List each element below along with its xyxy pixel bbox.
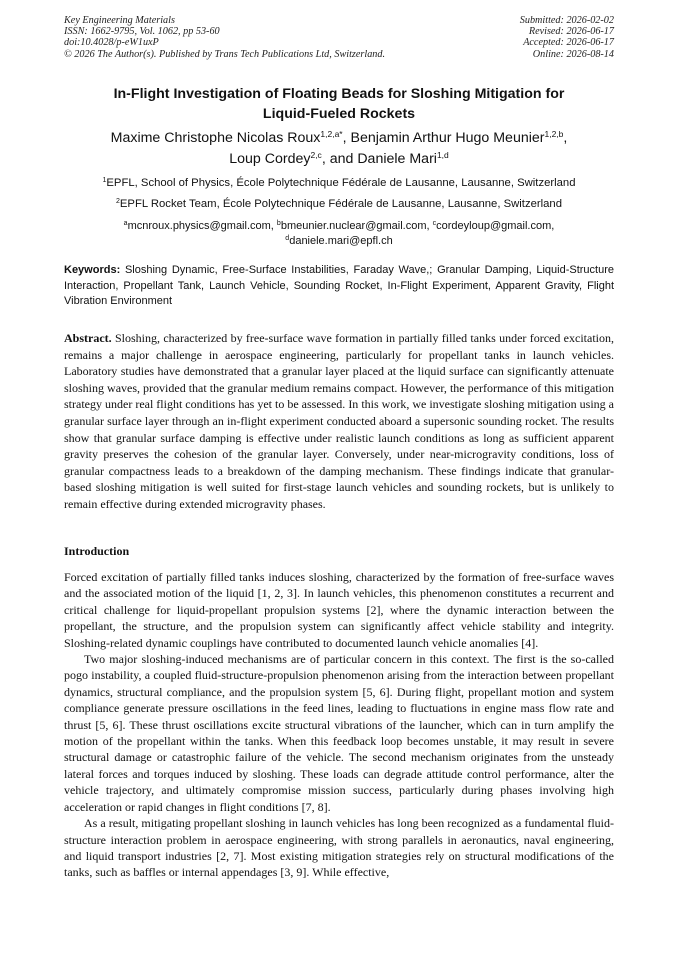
author-affiliation-marker: 1,d (436, 150, 449, 160)
email-link[interactable]: cordeyloup@gmail.com (436, 220, 552, 232)
affiliation-1 (64, 176, 614, 191)
email-separator: , (270, 220, 277, 232)
revised-date: Revised: 2026-06-17 (528, 26, 614, 38)
author-affiliation-marker: 2,c (310, 150, 322, 160)
affiliation-text: EPFL Rocket Team, École Polytechnique Fédérale de Lausanne, Lausanne, Switzerland (119, 198, 562, 210)
author-name: Loup Cordey (229, 151, 311, 167)
email-marker: a (123, 220, 128, 227)
paragraph: As a result, mitigating propellant sloshing in launch vehicles has long been recognized as a fundamental fluid-structure interaction problem in aerospace engineering, with strong parallels in aeronautics, naval engineering, and liquid transport industries [2, 7]. Most existing mitigation strategies rely on structural modifications of the tanks, such as baffles or internal appendages [3, 9]. While effective, (64, 816, 614, 880)
author-separator: , (342, 130, 351, 146)
title-line-1: In-Flight Investigation of Floating Beads for Sloshing Mitigation for (113, 86, 565, 102)
author-name: Benjamin Arthur Hugo Meunier (350, 130, 545, 146)
author-affiliation-marker: 1,2,b (544, 129, 564, 139)
affiliation-marker: 1 (102, 177, 107, 184)
keywords-text: Sloshing Dynamic, Free-Surface Instabilities, Faraday Wave,; Granular Damping, Liquid-Structure Interaction, Propellant Tank, Launch Vehicle, Sounding Rocket, In-Flight Experiment, Apparent Gravity, Flight Vibration Environment (64, 264, 614, 307)
email-link[interactable]: bmeunier.nuclear@gmail.com (280, 220, 427, 232)
affiliation-text: EPFL, School of Physics, École Polytechnique Fédérale de Lausanne, Lausanne, Switzerland (106, 177, 576, 189)
author-separator: , (563, 130, 568, 146)
author-emails (64, 219, 614, 248)
section-heading-introduction: Introduction (64, 544, 130, 558)
doi-link[interactable]: doi:10.4028/p-eW1uxP (64, 37, 159, 49)
email-marker: c (432, 220, 437, 227)
author-list (64, 128, 614, 170)
author-separator: , and (321, 151, 358, 167)
submitted-date: Submitted: 2026-02-02 (519, 15, 614, 26)
author-affiliation-marker: 1,2,a* (320, 129, 343, 139)
affiliation-2 (64, 197, 614, 212)
abstract-block (64, 330, 614, 513)
journal-header-right (520, 15, 614, 60)
journal-header-left (64, 15, 385, 60)
online-date: Online: 2026-08-14 (532, 48, 614, 60)
email-separator: , (426, 220, 433, 232)
affiliation-marker: 2 (115, 198, 120, 205)
introduction-body (64, 569, 614, 881)
email-link[interactable]: daniele.mari@epfl.ch (289, 234, 393, 247)
paper-title (64, 84, 614, 124)
email-separator: , (551, 220, 555, 232)
keywords-label: Keywords: (64, 264, 121, 276)
email-marker: d (285, 234, 290, 242)
paragraph: Forced excitation of partially filled tanks induces sloshing, characterized by the formation of free-surface waves and the associated motion of the liquid [1, 2, 3]. In launch vehicles, this phenomenon constitutes a recurrent and critical challenge for liquid-propellant propulsion systems [2], where the dynamic interaction between the propellant, the structure, and the propulsion system can significantly affect vehicle stability and integrity. Sloshing-related dynamic couplings have contributed to documented launch vehicle anomalies [4]. (64, 570, 614, 650)
issn-line: ISSN: 1662-9795, Vol. 1062, pp 53-60 (64, 26, 220, 38)
copyright-line: © 2026 The Author(s). Published by Trans Tech Publications Ltd, Switzerland. (64, 48, 386, 60)
journal-name: Key Engineering Materials (64, 15, 175, 26)
keywords-block (64, 263, 614, 310)
author-name: Maxime Christophe Nicolas Roux (110, 130, 321, 146)
title-line-2: Liquid-Fueled Rockets (262, 106, 416, 122)
author-name: Daniele Mari (357, 151, 437, 167)
paragraph: Two major sloshing-induced mechanisms are of particular concern in this context. The first is the so-called pogo instability, a coupled fluid-structure-propulsion phenomenon arising from the interaction between propellant dynamics, structural compliance, and the propulsion system [5, 6]. During flight, propellant motion and system compliance generate pressure oscillations in the feed lines, leading to fluctuations in engine mass flow rate and thrust [5, 6]. These thrust oscillations excite structural vibrations of the launcher, which can in turn amplify the motion of the propellant within the tanks. When this feedback loop becomes unstable, it may result in severe structural damage or catastrophic failure of the vehicle. The second mechanism originates from the unsteady lateral forces and torques induced by sloshing. These loads can degrade attitude control performance, alter the vehicle trajectory, and ultimately compromise mission success, particularly during phases involving high acceleration or rapid changes in flight conditions [7, 8]. (64, 652, 614, 814)
email-link[interactable]: mcnroux.physics@gmail.com (127, 220, 271, 232)
abstract-text: Sloshing, characterized by free-surface wave formation in partially filled tanks under forced excitation, remains a major challenge in aerospace engineering, particularly for propellant tanks in launch vehicles. Laboratory studies have demonstrated that a granular layer placed at the liquid surface can significantly attenuate sloshing waves, provided that the granular medium remains compact. However, the performance of this mitigation strategy under real flight conditions has yet to be assessed. In this work, we investigate sloshing mitigation using a granular surface layer through an in-flight experiment conducted aboard a supersonic sounding rocket. The results show that granular surface damping is effective under realistic launch conditions as long as sufficient apparent gravity preserves the cohesion of the granular layer. Conversely, under near-microgravity conditions, loss of granular compactness leads to a breakdown of the damping mechanism. These findings indicate that granular-based sloshing mitigation is well suited for first-stage launch vehicles and sounding rockets, but is unlikely to remain effective during extended microgravity phases. (64, 331, 614, 511)
abstract-label: Abstract. (64, 331, 112, 345)
accepted-date: Accepted: 2026-06-17 (523, 37, 614, 49)
email-marker: b (276, 220, 281, 227)
